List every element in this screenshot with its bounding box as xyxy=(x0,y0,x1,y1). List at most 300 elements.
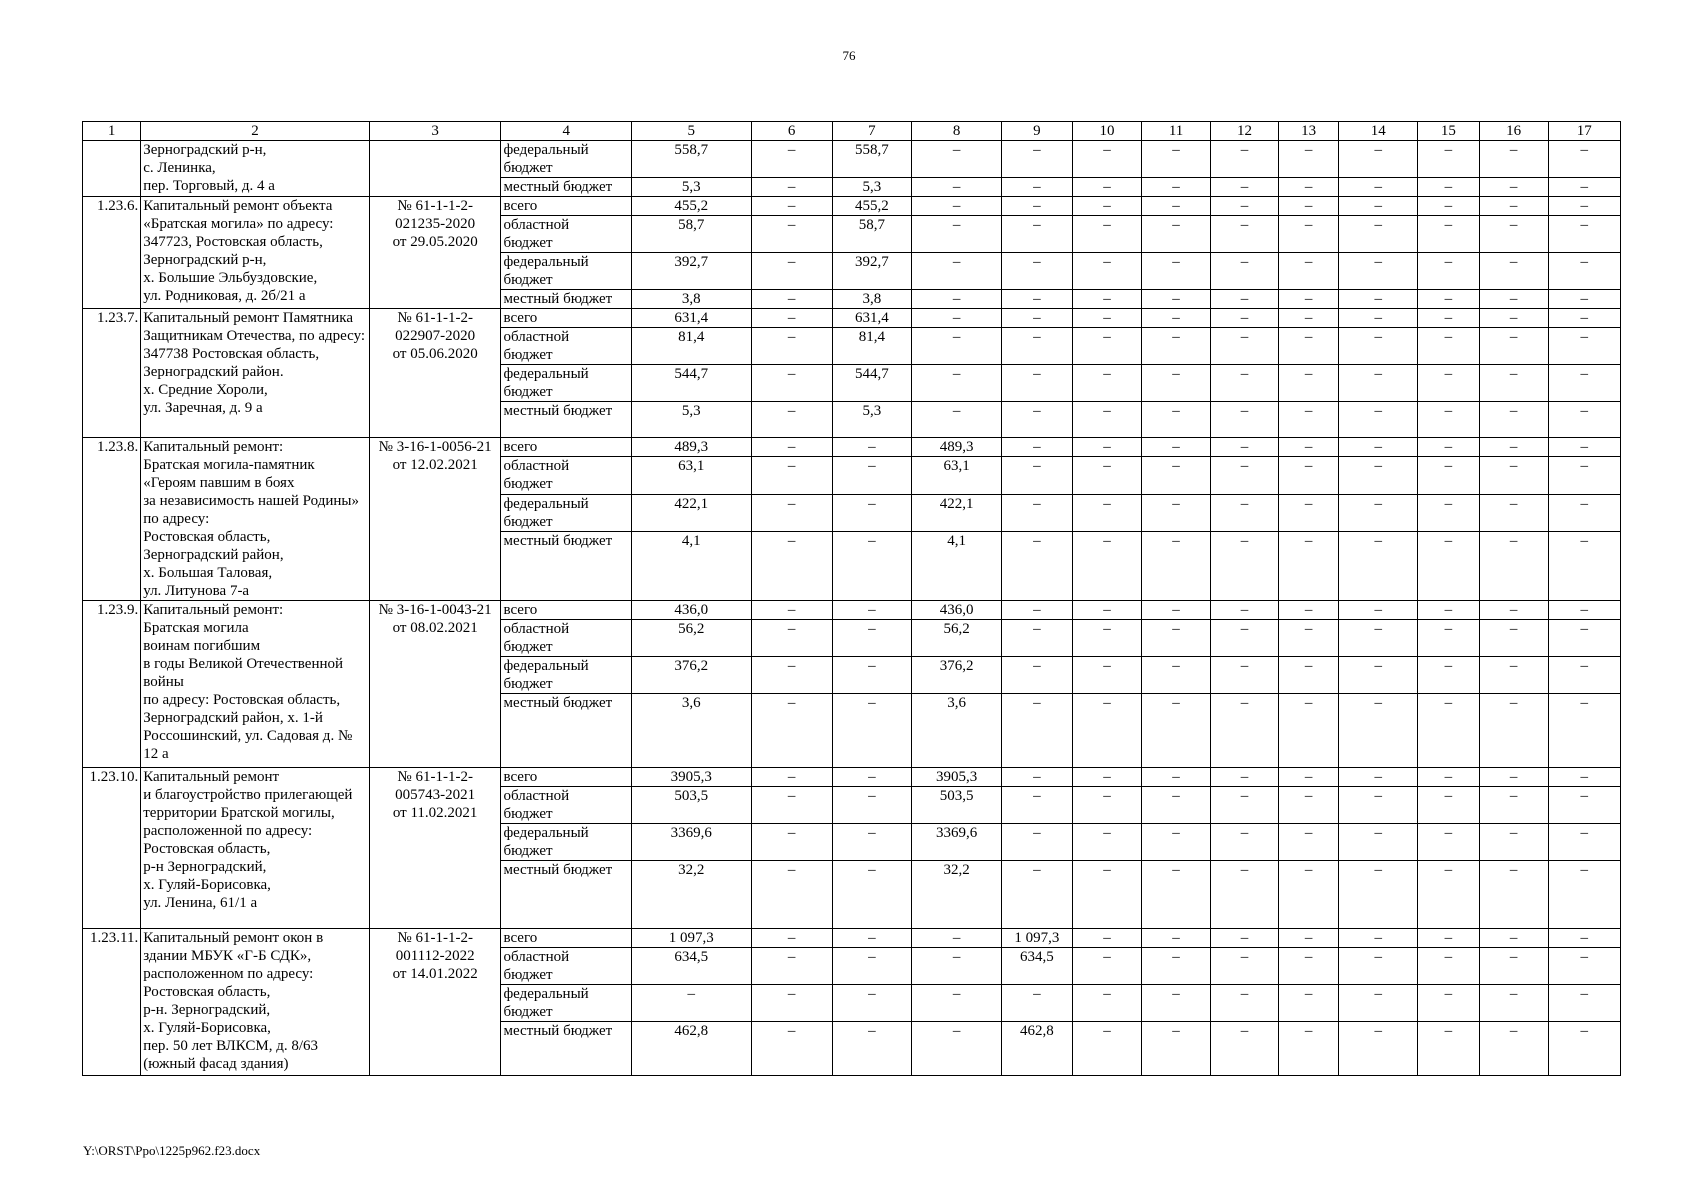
value-cell-col-9: – xyxy=(1001,657,1072,694)
value-cell-col-8: 32,2 xyxy=(912,861,1002,929)
value-cell-col-11: – xyxy=(1142,861,1211,929)
table-row xyxy=(83,768,1621,787)
funding-source: всего xyxy=(501,768,632,787)
value-cell-col-12: – xyxy=(1211,438,1279,457)
funding-source: федеральный бюджет xyxy=(501,141,632,178)
value-cell-col-13: – xyxy=(1278,438,1338,457)
value-cell-col-7: 455,2 xyxy=(832,197,912,216)
value-cell-col-7: 558,7 xyxy=(832,141,912,178)
value-cell-col-7: – xyxy=(832,985,912,1022)
value-cell-col-12: – xyxy=(1211,532,1279,601)
value-cell-col-17: – xyxy=(1548,402,1620,438)
value-cell-col-6: – xyxy=(751,141,832,178)
value-cell-col-14: – xyxy=(1339,253,1418,290)
item-name: Капитальный ремонт: Братская могила воинам погибшим в годы Великой Отечественной войны по адресу: Ростовская область, Зерноградский район, х. 1-й Россошинский, ул. Садовая д. № 12 а xyxy=(141,601,370,768)
value-cell-col-7: 5,3 xyxy=(832,402,912,438)
value-cell-col-10: – xyxy=(1073,438,1142,457)
item-number: 1.23.8. xyxy=(83,438,141,601)
value-cell-col-5: 422,1 xyxy=(631,494,751,531)
table-row xyxy=(83,438,1621,457)
value-cell-col-16: – xyxy=(1479,787,1548,824)
value-cell-col-5: 634,5 xyxy=(631,948,751,985)
value-cell-col-9: – xyxy=(1001,365,1072,402)
value-cell-col-6: – xyxy=(751,787,832,824)
value-cell-col-8: 63,1 xyxy=(912,457,1002,494)
header-col-11: 11 xyxy=(1142,122,1211,141)
value-cell-col-13: – xyxy=(1278,494,1338,531)
value-cell-col-14: – xyxy=(1339,328,1418,365)
value-cell-col-6: – xyxy=(751,620,832,657)
value-cell-col-14: – xyxy=(1339,620,1418,657)
value-cell-col-8: – xyxy=(912,141,1002,178)
value-cell-col-8: 436,0 xyxy=(912,601,1002,620)
value-cell-col-7: 58,7 xyxy=(832,216,912,253)
value-cell-col-7: – xyxy=(832,768,912,787)
value-cell-col-14: – xyxy=(1339,694,1418,768)
value-cell-col-10: – xyxy=(1073,402,1142,438)
value-cell-col-9: – xyxy=(1001,402,1072,438)
value-cell-col-17: – xyxy=(1548,178,1620,197)
value-cell-col-13: – xyxy=(1278,824,1338,861)
header-col-12: 12 xyxy=(1211,122,1279,141)
funding-source: федеральный бюджет xyxy=(501,657,632,694)
value-cell-col-5: 81,4 xyxy=(631,328,751,365)
value-cell-col-14: – xyxy=(1339,290,1418,309)
value-cell-col-13: – xyxy=(1278,402,1338,438)
value-cell-col-12: – xyxy=(1211,197,1279,216)
value-cell-col-16: – xyxy=(1479,768,1548,787)
item-number: 1.23.6. xyxy=(83,197,141,309)
value-cell-col-11: – xyxy=(1142,494,1211,531)
value-cell-col-17: – xyxy=(1548,365,1620,402)
value-cell-col-11: – xyxy=(1142,948,1211,985)
value-cell-col-13: – xyxy=(1278,787,1338,824)
value-cell-col-11: – xyxy=(1142,328,1211,365)
value-cell-col-16: – xyxy=(1479,929,1548,948)
value-cell-col-10: – xyxy=(1073,253,1142,290)
value-cell-col-6: – xyxy=(751,985,832,1022)
value-cell-col-8: – xyxy=(912,197,1002,216)
item-name: Капитальный ремонт окон в здании МБУК «Г-Б СДК», расположенном по адресу: Ростовская область, р-н. Зерноградский, х. Гуляй-Борисовка, пер. 50 лет ВЛКСМ, д. 8/63 (южный фасад здания) xyxy=(141,929,370,1076)
value-cell-col-11: – xyxy=(1142,365,1211,402)
value-cell-col-13: – xyxy=(1278,694,1338,768)
value-cell-col-10: – xyxy=(1073,365,1142,402)
value-cell-col-9: – xyxy=(1001,494,1072,531)
funding-source: федеральный бюджет xyxy=(501,365,632,402)
value-cell-col-5: 4,1 xyxy=(631,532,751,601)
value-cell-col-12: – xyxy=(1211,290,1279,309)
value-cell-col-15: – xyxy=(1418,824,1479,861)
value-cell-col-15: – xyxy=(1418,787,1479,824)
value-cell-col-5: 376,2 xyxy=(631,657,751,694)
funding-source: местный бюджет xyxy=(501,290,632,309)
value-cell-col-14: – xyxy=(1339,141,1418,178)
value-cell-col-7: – xyxy=(832,948,912,985)
value-cell-col-17: – xyxy=(1548,532,1620,601)
value-cell-col-6: – xyxy=(751,768,832,787)
value-cell-col-11: – xyxy=(1142,309,1211,328)
funding-source: всего xyxy=(501,601,632,620)
value-cell-col-5: 503,5 xyxy=(631,787,751,824)
value-cell-col-7: – xyxy=(832,824,912,861)
value-cell-col-6: – xyxy=(751,948,832,985)
value-cell-col-13: – xyxy=(1278,197,1338,216)
value-cell-col-16: – xyxy=(1479,141,1548,178)
value-cell-col-15: – xyxy=(1418,178,1479,197)
value-cell-col-15: – xyxy=(1418,141,1479,178)
value-cell-col-6: – xyxy=(751,438,832,457)
value-cell-col-15: – xyxy=(1418,620,1479,657)
value-cell-col-6: – xyxy=(751,601,832,620)
value-cell-col-5: 455,2 xyxy=(631,197,751,216)
value-cell-col-12: – xyxy=(1211,824,1279,861)
header-col-1: 1 xyxy=(83,122,141,141)
value-cell-col-5: 32,2 xyxy=(631,861,751,929)
value-cell-col-16: – xyxy=(1479,402,1548,438)
value-cell-col-11: – xyxy=(1142,253,1211,290)
value-cell-col-6: – xyxy=(751,694,832,768)
value-cell-col-5: 436,0 xyxy=(631,601,751,620)
value-cell-col-9: – xyxy=(1001,620,1072,657)
value-cell-col-11: – xyxy=(1142,787,1211,824)
header-col-10: 10 xyxy=(1073,122,1142,141)
value-cell-col-9: – xyxy=(1001,178,1072,197)
value-cell-col-6: – xyxy=(751,929,832,948)
value-cell-col-10: – xyxy=(1073,532,1142,601)
value-cell-col-17: – xyxy=(1548,494,1620,531)
value-cell-col-10: – xyxy=(1073,861,1142,929)
value-cell-col-16: – xyxy=(1479,494,1548,531)
value-cell-col-5: – xyxy=(631,985,751,1022)
value-cell-col-13: – xyxy=(1278,141,1338,178)
value-cell-col-12: – xyxy=(1211,657,1279,694)
value-cell-col-7: 544,7 xyxy=(832,365,912,402)
permit-document: № 3-16-1-0056-21 от 12.02.2021 xyxy=(369,438,501,601)
value-cell-col-7: 392,7 xyxy=(832,253,912,290)
value-cell-col-12: – xyxy=(1211,494,1279,531)
funding-source: федеральный бюджет xyxy=(501,985,632,1022)
value-cell-col-8: – xyxy=(912,365,1002,402)
value-cell-col-17: – xyxy=(1548,197,1620,216)
value-cell-col-11: – xyxy=(1142,197,1211,216)
value-cell-col-7: – xyxy=(832,494,912,531)
column-number-header xyxy=(83,122,1621,141)
table-row xyxy=(83,929,1621,948)
value-cell-col-5: 5,3 xyxy=(631,402,751,438)
value-cell-col-17: – xyxy=(1548,457,1620,494)
value-cell-col-8: 3,6 xyxy=(912,694,1002,768)
value-cell-col-17: – xyxy=(1548,141,1620,178)
value-cell-col-8: – xyxy=(912,253,1002,290)
value-cell-col-17: – xyxy=(1548,929,1620,948)
value-cell-col-9: – xyxy=(1001,290,1072,309)
funding-source: всего xyxy=(501,438,632,457)
item-name: Капитальный ремонт Памятника Защитникам Отечества, по адресу: 347738 Ростовская область, Зерноградский район. х. Средние Хороли, ул. Заречная, д. 9 а xyxy=(141,309,370,438)
value-cell-col-15: – xyxy=(1418,1022,1479,1076)
value-cell-col-15: – xyxy=(1418,328,1479,365)
value-cell-col-10: – xyxy=(1073,1022,1142,1076)
funding-source: местный бюджет xyxy=(501,1022,632,1076)
value-cell-col-14: – xyxy=(1339,824,1418,861)
value-cell-col-7: – xyxy=(832,1022,912,1076)
table-row xyxy=(83,309,1621,328)
value-cell-col-9: 634,5 xyxy=(1001,948,1072,985)
value-cell-col-16: – xyxy=(1479,985,1548,1022)
value-cell-col-11: – xyxy=(1142,290,1211,309)
value-cell-col-7: 81,4 xyxy=(832,328,912,365)
value-cell-col-11: – xyxy=(1142,620,1211,657)
value-cell-col-14: – xyxy=(1339,1022,1418,1076)
value-cell-col-16: – xyxy=(1479,861,1548,929)
value-cell-col-6: – xyxy=(751,402,832,438)
value-cell-col-17: – xyxy=(1548,787,1620,824)
value-cell-col-9: – xyxy=(1001,532,1072,601)
value-cell-col-6: – xyxy=(751,457,832,494)
value-cell-col-15: – xyxy=(1418,253,1479,290)
value-cell-col-8: – xyxy=(912,929,1002,948)
value-cell-col-5: 631,4 xyxy=(631,309,751,328)
value-cell-col-7: – xyxy=(832,532,912,601)
funding-source: местный бюджет xyxy=(501,694,632,768)
value-cell-col-16: – xyxy=(1479,178,1548,197)
value-cell-col-13: – xyxy=(1278,328,1338,365)
value-cell-col-13: – xyxy=(1278,948,1338,985)
value-cell-col-16: – xyxy=(1479,438,1548,457)
value-cell-col-16: – xyxy=(1479,657,1548,694)
value-cell-col-13: – xyxy=(1278,768,1338,787)
value-cell-col-8: – xyxy=(912,985,1002,1022)
value-cell-col-5: 1 097,3 xyxy=(631,929,751,948)
value-cell-col-14: – xyxy=(1339,929,1418,948)
value-cell-col-5: 56,2 xyxy=(631,620,751,657)
value-cell-col-5: 3905,3 xyxy=(631,768,751,787)
value-cell-col-7: 5,3 xyxy=(832,178,912,197)
funding-source: областной бюджет xyxy=(501,948,632,985)
value-cell-col-6: – xyxy=(751,216,832,253)
value-cell-col-10: – xyxy=(1073,216,1142,253)
page-number: 76 xyxy=(842,48,856,63)
funding-source: всего xyxy=(501,309,632,328)
value-cell-col-17: – xyxy=(1548,253,1620,290)
value-cell-col-13: – xyxy=(1278,985,1338,1022)
value-cell-col-17: – xyxy=(1548,694,1620,768)
value-cell-col-13: – xyxy=(1278,253,1338,290)
value-cell-col-9: – xyxy=(1001,601,1072,620)
funding-source: местный бюджет xyxy=(501,532,632,601)
value-cell-col-9: – xyxy=(1001,787,1072,824)
value-cell-col-12: – xyxy=(1211,309,1279,328)
value-cell-col-16: – xyxy=(1479,601,1548,620)
item-number: 1.23.11. xyxy=(83,929,141,1076)
value-cell-col-15: – xyxy=(1418,861,1479,929)
value-cell-col-13: – xyxy=(1278,601,1338,620)
value-cell-col-15: – xyxy=(1418,216,1479,253)
value-cell-col-13: – xyxy=(1278,929,1338,948)
value-cell-col-17: – xyxy=(1548,438,1620,457)
value-cell-col-10: – xyxy=(1073,985,1142,1022)
value-cell-col-5: 489,3 xyxy=(631,438,751,457)
value-cell-col-17: – xyxy=(1548,657,1620,694)
value-cell-col-17: – xyxy=(1548,309,1620,328)
value-cell-col-10: – xyxy=(1073,178,1142,197)
header-col-14: 14 xyxy=(1339,122,1418,141)
value-cell-col-6: – xyxy=(751,824,832,861)
header-col-15: 15 xyxy=(1418,122,1479,141)
value-cell-col-9: – xyxy=(1001,328,1072,365)
value-cell-col-9: – xyxy=(1001,768,1072,787)
value-cell-col-14: – xyxy=(1339,948,1418,985)
header-col-9: 9 xyxy=(1001,122,1072,141)
value-cell-col-14: – xyxy=(1339,197,1418,216)
value-cell-col-11: – xyxy=(1142,824,1211,861)
table-body xyxy=(83,122,1621,1076)
value-cell-col-9: – xyxy=(1001,216,1072,253)
value-cell-col-5: 392,7 xyxy=(631,253,751,290)
funding-source: областной бюджет xyxy=(501,328,632,365)
funding-source: всего xyxy=(501,929,632,948)
value-cell-col-6: – xyxy=(751,253,832,290)
value-cell-col-10: – xyxy=(1073,657,1142,694)
value-cell-col-15: – xyxy=(1418,694,1479,768)
value-cell-col-10: – xyxy=(1073,824,1142,861)
value-cell-col-10: – xyxy=(1073,494,1142,531)
value-cell-col-11: – xyxy=(1142,532,1211,601)
value-cell-col-12: – xyxy=(1211,768,1279,787)
value-cell-col-9: – xyxy=(1001,253,1072,290)
permit-document: № 3-16-1-0043-21 от 08.02.2021 xyxy=(369,601,501,768)
item-number: 1.23.9. xyxy=(83,601,141,768)
value-cell-col-17: – xyxy=(1548,861,1620,929)
value-cell-col-16: – xyxy=(1479,532,1548,601)
value-cell-col-9: – xyxy=(1001,438,1072,457)
value-cell-col-7: – xyxy=(832,861,912,929)
value-cell-col-15: – xyxy=(1418,365,1479,402)
value-cell-col-15: – xyxy=(1418,948,1479,985)
value-cell-col-8: 376,2 xyxy=(912,657,1002,694)
value-cell-col-7: – xyxy=(832,620,912,657)
value-cell-col-10: – xyxy=(1073,929,1142,948)
value-cell-col-10: – xyxy=(1073,290,1142,309)
header-col-3: 3 xyxy=(369,122,501,141)
permit-document: № 61-1-1-2- 021235-2020 от 29.05.2020 xyxy=(369,197,501,309)
funding-source: всего xyxy=(501,197,632,216)
value-cell-col-12: – xyxy=(1211,985,1279,1022)
table-row xyxy=(83,601,1621,620)
value-cell-col-14: – xyxy=(1339,532,1418,601)
value-cell-col-9: – xyxy=(1001,197,1072,216)
value-cell-col-13: – xyxy=(1278,365,1338,402)
value-cell-col-9: – xyxy=(1001,141,1072,178)
value-cell-col-15: – xyxy=(1418,457,1479,494)
value-cell-col-5: 5,3 xyxy=(631,178,751,197)
value-cell-col-11: – xyxy=(1142,438,1211,457)
value-cell-col-5: 63,1 xyxy=(631,457,751,494)
value-cell-col-8: – xyxy=(912,216,1002,253)
value-cell-col-17: – xyxy=(1548,824,1620,861)
value-cell-col-7: – xyxy=(832,438,912,457)
funding-source: местный бюджет xyxy=(501,178,632,197)
value-cell-col-11: – xyxy=(1142,694,1211,768)
value-cell-col-11: – xyxy=(1142,178,1211,197)
value-cell-col-8: 489,3 xyxy=(912,438,1002,457)
value-cell-col-5: 58,7 xyxy=(631,216,751,253)
header-col-6: 6 xyxy=(751,122,832,141)
value-cell-col-10: – xyxy=(1073,197,1142,216)
value-cell-col-16: – xyxy=(1479,824,1548,861)
value-cell-col-8: 503,5 xyxy=(912,787,1002,824)
value-cell-col-13: – xyxy=(1278,290,1338,309)
permit-document: № 61-1-1-2- 005743-2021 от 11.02.2021 xyxy=(369,768,501,929)
value-cell-col-17: – xyxy=(1548,328,1620,365)
value-cell-col-12: – xyxy=(1211,216,1279,253)
value-cell-col-12: – xyxy=(1211,948,1279,985)
value-cell-col-10: – xyxy=(1073,768,1142,787)
value-cell-col-13: – xyxy=(1278,216,1338,253)
value-cell-col-8: – xyxy=(912,402,1002,438)
value-cell-col-12: – xyxy=(1211,141,1279,178)
value-cell-col-10: – xyxy=(1073,948,1142,985)
value-cell-col-5: 544,7 xyxy=(631,365,751,402)
value-cell-col-15: – xyxy=(1418,438,1479,457)
value-cell-col-8: – xyxy=(912,309,1002,328)
value-cell-col-15: – xyxy=(1418,929,1479,948)
value-cell-col-10: – xyxy=(1073,601,1142,620)
value-cell-col-6: – xyxy=(751,657,832,694)
value-cell-col-12: – xyxy=(1211,178,1279,197)
value-cell-col-15: – xyxy=(1418,768,1479,787)
item-name: Капитальный ремонт: Братская могила-памятник «Героям павшим в боях за независимость нашей Родины» по адресу: Ростовская область, Зерноградский район, х. Большая Таловая, ул. Литунова 7-а xyxy=(141,438,370,601)
value-cell-col-12: – xyxy=(1211,402,1279,438)
value-cell-col-14: – xyxy=(1339,309,1418,328)
value-cell-col-13: – xyxy=(1278,1022,1338,1076)
value-cell-col-16: – xyxy=(1479,694,1548,768)
value-cell-col-7: – xyxy=(832,457,912,494)
header-col-2: 2 xyxy=(141,122,370,141)
item-number: 1.23.10. xyxy=(83,768,141,929)
value-cell-col-12: – xyxy=(1211,457,1279,494)
value-cell-col-13: – xyxy=(1278,532,1338,601)
header-col-17: 17 xyxy=(1548,122,1620,141)
value-cell-col-17: – xyxy=(1548,601,1620,620)
funding-source: областной бюджет xyxy=(501,457,632,494)
value-cell-col-9: 1 097,3 xyxy=(1001,929,1072,948)
value-cell-col-13: – xyxy=(1278,861,1338,929)
value-cell-col-11: – xyxy=(1142,768,1211,787)
permit-document xyxy=(369,141,501,197)
value-cell-col-11: – xyxy=(1142,402,1211,438)
value-cell-col-14: – xyxy=(1339,601,1418,620)
value-cell-col-17: – xyxy=(1548,290,1620,309)
value-cell-col-12: – xyxy=(1211,929,1279,948)
value-cell-col-14: – xyxy=(1339,494,1418,531)
value-cell-col-16: – xyxy=(1479,1022,1548,1076)
value-cell-col-14: – xyxy=(1339,985,1418,1022)
value-cell-col-16: – xyxy=(1479,290,1548,309)
value-cell-col-14: – xyxy=(1339,438,1418,457)
value-cell-col-14: – xyxy=(1339,365,1418,402)
value-cell-col-15: – xyxy=(1418,985,1479,1022)
value-cell-col-12: – xyxy=(1211,620,1279,657)
funding-source: областной бюджет xyxy=(501,787,632,824)
value-cell-col-13: – xyxy=(1278,178,1338,197)
value-cell-col-13: – xyxy=(1278,657,1338,694)
value-cell-col-5: 3,8 xyxy=(631,290,751,309)
value-cell-col-10: – xyxy=(1073,309,1142,328)
value-cell-col-11: – xyxy=(1142,216,1211,253)
value-cell-col-10: – xyxy=(1073,694,1142,768)
value-cell-col-9: – xyxy=(1001,457,1072,494)
item-name: Капитальный ремонт и благоустройство прилегающей территории Братской могилы, расположенной по адресу: Ростовская область, р-н Зерноградский, х. Гуляй-Борисовка, ул. Ленина, 61/1 а xyxy=(141,768,370,929)
